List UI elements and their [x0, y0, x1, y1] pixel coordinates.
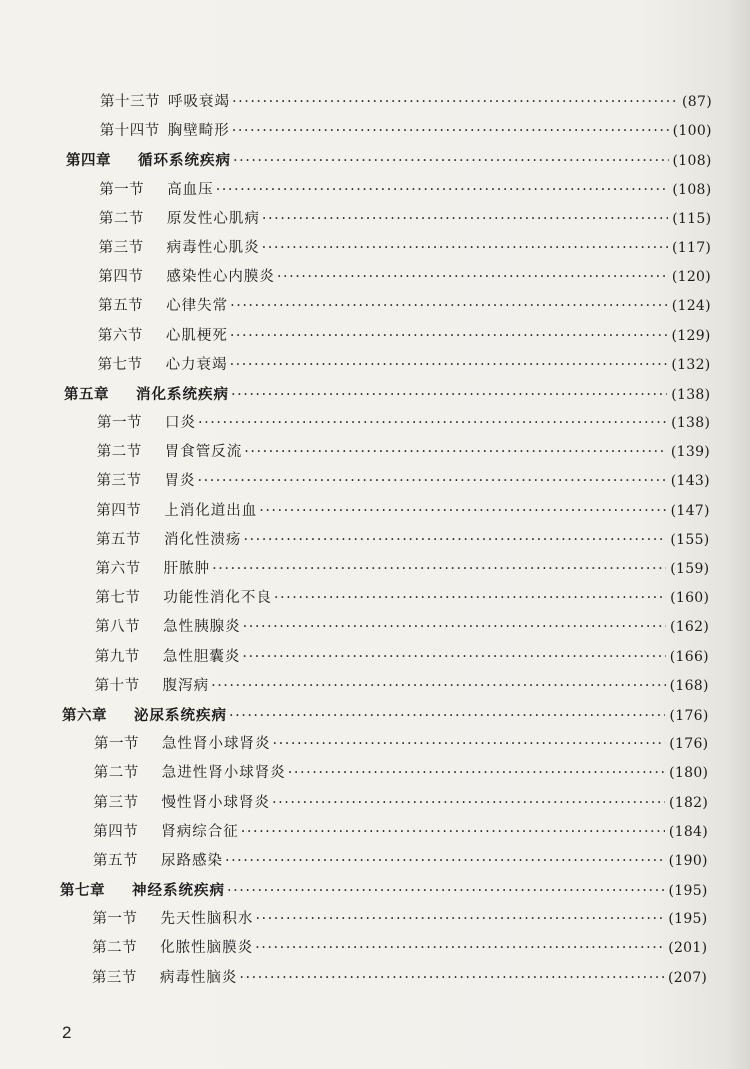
- toc-entry-title: 急进性肾小球肾炎: [161, 765, 286, 782]
- toc-section-entry: [0, 818, 708, 847]
- page-number: 2: [62, 1023, 72, 1042]
- toc-entry-label: 第五节: [95, 531, 141, 548]
- toc-entry-page: (108): [672, 153, 712, 170]
- toc-entry-page: (176): [669, 736, 709, 753]
- toc-entry-title: 尿路感染: [160, 852, 223, 869]
- toc-entry-page: (117): [672, 239, 712, 256]
- dot-leader: [288, 759, 665, 788]
- dot-leader: [197, 467, 666, 496]
- toc-entry-label: 第八节: [95, 619, 141, 636]
- toc-entry-title: 心律失常: [166, 298, 229, 315]
- toc-entry-title: 病毒性心肌炎: [166, 239, 260, 256]
- dot-leader: [232, 88, 678, 117]
- dot-leader: [241, 818, 665, 847]
- toc-section-entry: [0, 409, 710, 438]
- toc-entry-label: 第二节: [92, 940, 138, 957]
- toc-entry-label: 第一节: [97, 415, 143, 432]
- dot-leader: [255, 905, 664, 934]
- dot-leader: [230, 322, 668, 351]
- toc-entry-title: 腹泻病: [162, 677, 210, 694]
- toc-section-entry: [0, 905, 708, 934]
- toc-entry-label: 第二节: [93, 765, 139, 782]
- toc-entry-label: 第五章: [64, 385, 109, 403]
- toc-entry-page: (168): [669, 677, 709, 694]
- dot-leader: [211, 672, 666, 701]
- toc-entry-title: 功能性消化不良: [163, 590, 272, 607]
- toc-entry-title: 神经系统疾病: [132, 882, 225, 900]
- toc-entry-title: 化脓性脑膜炎: [160, 940, 254, 957]
- toc-section-entry: [0, 263, 711, 292]
- dot-leader: [277, 263, 668, 292]
- toc-section-entry: [0, 643, 709, 672]
- toc-entry-page: (160): [670, 590, 710, 607]
- toc-section-entry: [0, 438, 710, 467]
- toc-entry-page: (166): [669, 648, 709, 665]
- toc-entry-title: 肾病综合征: [161, 823, 239, 840]
- toc-entry-title: 消化性溃疡: [163, 531, 242, 548]
- toc-entry-label: 第三节: [98, 239, 144, 256]
- dot-leader: [242, 643, 665, 672]
- toc-section-entry: [0, 672, 709, 701]
- dot-leader: [212, 555, 666, 584]
- toc-entry-title: 呼吸衰竭: [168, 94, 230, 110]
- dot-leader: [233, 147, 669, 176]
- toc-entry-label: 第七节: [95, 590, 141, 607]
- toc-chapter-entry: [0, 146, 712, 175]
- toc-entry-title: 感染性心内膜炎: [166, 269, 275, 286]
- dot-leader: [225, 847, 665, 876]
- dot-leader: [262, 205, 668, 234]
- dot-leader: [230, 351, 668, 380]
- toc-entry-page: (195): [668, 883, 708, 900]
- dot-leader: [227, 877, 665, 906]
- toc-entry-label: 第六章: [62, 706, 107, 724]
- toc-entry-title: 泌尿系统疾病: [134, 706, 227, 724]
- dot-leader: [262, 234, 668, 263]
- toc-entry-title: 急性肾小球肾炎: [162, 736, 271, 753]
- toc-entry-page: (190): [668, 852, 708, 869]
- toc-entry-label: 第十四节: [99, 123, 160, 140]
- toc-entry-page: (87): [682, 94, 712, 110]
- toc-entry-label: 第三节: [96, 473, 142, 490]
- toc-section-entry: [0, 234, 711, 263]
- toc-entry-page: (138): [671, 415, 711, 432]
- toc-section-entry: [0, 964, 707, 993]
- toc-entry-title: 循环系统疾病: [138, 152, 231, 170]
- toc-entry-title: 心力衰竭: [165, 356, 228, 373]
- toc-entry-label: 第十节: [94, 677, 140, 694]
- toc-entry-page: (139): [670, 444, 711, 461]
- toc-section-entry: [0, 205, 711, 234]
- toc-entry-page: (182): [668, 794, 709, 811]
- toc-entry-label: 第三节: [93, 794, 139, 811]
- toc-entry-page: (100): [672, 123, 712, 140]
- toc-entry-title: 急性胆囊炎: [162, 648, 241, 665]
- dot-leader: [244, 438, 667, 467]
- toc-entry-label: 第五节: [92, 852, 138, 869]
- toc-entry-label: 第二节: [96, 444, 142, 461]
- toc-entry-page: (115): [672, 210, 712, 227]
- toc-section-entry: [0, 759, 708, 788]
- toc-entry-page: (176): [669, 707, 709, 724]
- toc-section-entry: [0, 322, 711, 351]
- toc-entry-page: (108): [672, 181, 712, 198]
- dot-leader: [273, 730, 666, 759]
- toc-section-entry: [0, 555, 709, 584]
- toc-entry-title: 病毒性脑炎: [159, 969, 238, 986]
- toc-entry-label: 第一节: [92, 911, 138, 928]
- toc-section-entry: [0, 176, 712, 205]
- toc-entry-page: (162): [669, 619, 710, 636]
- toc-entry-title: 高血压: [167, 181, 214, 198]
- toc-entry-title: 胃食管反流: [164, 444, 243, 461]
- dot-leader: [259, 497, 666, 526]
- dot-leader: [243, 526, 666, 555]
- toc-entry-label: 第三节: [91, 969, 137, 986]
- toc-entry-label: 第一节: [94, 736, 140, 753]
- toc-section-entry: [0, 88, 712, 117]
- toc-section-entry: [0, 526, 710, 555]
- dot-leader: [229, 702, 665, 731]
- toc-entry-page: (184): [668, 823, 708, 840]
- toc-entry-label: 第四章: [66, 152, 111, 170]
- toc-entry-title: 原发性心肌病: [166, 210, 260, 227]
- toc-entry-title: 急性胰腺炎: [163, 619, 241, 636]
- toc-section-entry: [0, 584, 709, 613]
- toc-entry-page: (138): [671, 386, 711, 403]
- toc-section-entry: [0, 934, 707, 963]
- toc-entry-title: 胃炎: [164, 473, 196, 490]
- toc-entry-page: (201): [668, 940, 708, 957]
- dot-leader: [198, 409, 667, 438]
- toc-entry-page: (129): [671, 327, 711, 344]
- toc-chapter-entry: [0, 876, 708, 905]
- toc-section-entry: [0, 117, 712, 146]
- toc-section-entry: [0, 292, 711, 321]
- toc-section-entry: [0, 789, 708, 818]
- dot-leader: [255, 934, 664, 963]
- dot-leader: [243, 613, 666, 642]
- dot-leader: [274, 584, 666, 613]
- toc-entry-label: 第二节: [98, 210, 144, 227]
- toc-entry-page: (195): [668, 911, 708, 928]
- table-of-contents: [0, 88, 750, 993]
- toc-entry-label: 第九节: [94, 648, 140, 665]
- toc-section-entry: [0, 467, 710, 496]
- toc-entry-title: 上消化道出血: [164, 502, 258, 519]
- toc-entry-title: 心肌梗死: [165, 327, 228, 344]
- toc-entry-title: 先天性脑积水: [160, 911, 254, 928]
- toc-chapter-entry: [0, 701, 709, 730]
- toc-section-entry: [0, 613, 709, 642]
- toc-entry-page: (120): [671, 269, 712, 286]
- toc-entry-title: 慢性肾小球肾炎: [161, 794, 271, 811]
- toc-entry-label: 第六节: [95, 561, 141, 577]
- toc-entry-label: 第六节: [97, 327, 143, 344]
- dot-leader: [239, 964, 664, 993]
- toc-chapter-entry: [0, 380, 710, 409]
- toc-entry-page: (143): [670, 473, 710, 490]
- toc-entry-title: 消化系统疾病: [136, 385, 229, 403]
- toc-entry-label: 第四节: [93, 823, 139, 840]
- dot-leader: [216, 176, 669, 205]
- toc-entry-title: 肝脓肿: [163, 561, 211, 577]
- toc-entry-label: 第五节: [98, 298, 144, 315]
- toc-entry-page: (147): [670, 502, 710, 519]
- toc-entry-label: 第四节: [96, 502, 142, 519]
- toc-entry-label: 第七节: [97, 356, 143, 373]
- dot-leader: [232, 117, 669, 146]
- toc-entry-page: (132): [671, 356, 711, 373]
- toc-entry-page: (180): [669, 765, 709, 782]
- dot-leader: [272, 789, 665, 818]
- toc-entry-label: 第四节: [98, 269, 144, 286]
- toc-section-entry: [0, 497, 710, 526]
- toc-entry-title: 胸壁畸形: [167, 123, 230, 140]
- toc-section-entry: [0, 730, 708, 759]
- toc-entry-title: 口炎: [165, 415, 197, 432]
- toc-entry-page: (207): [668, 969, 708, 986]
- toc-section-entry: [0, 351, 711, 380]
- toc-entry-page: (124): [671, 298, 711, 315]
- toc-entry-page: (155): [670, 531, 710, 548]
- toc-section-entry: [0, 847, 708, 876]
- dot-leader: [230, 292, 668, 321]
- toc-entry-label: 第十三节: [100, 94, 160, 110]
- toc-entry-page: (159): [670, 561, 710, 577]
- toc-entry-label: 第七章: [60, 882, 105, 900]
- dot-leader: [231, 381, 667, 410]
- toc-entry-label: 第一节: [99, 181, 145, 198]
